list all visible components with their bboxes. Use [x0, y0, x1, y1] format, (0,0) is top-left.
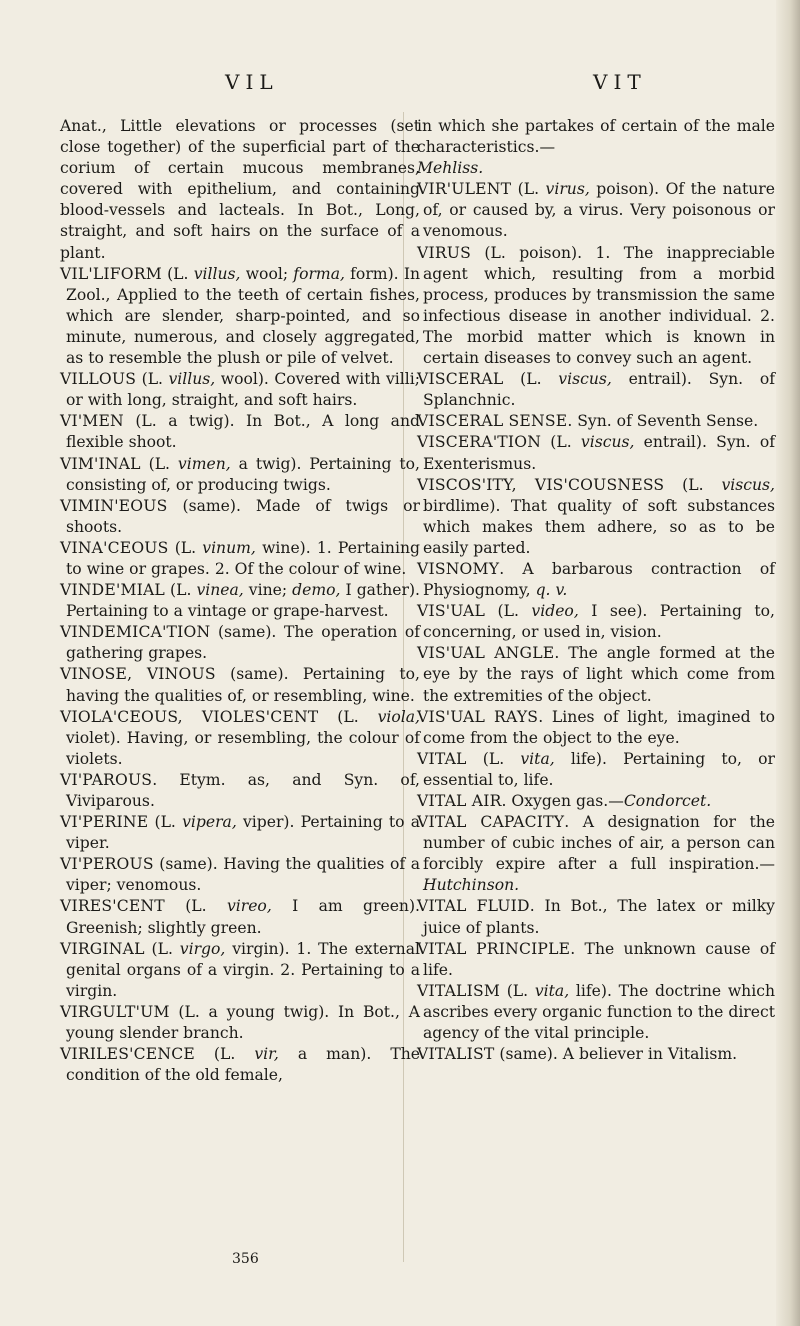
entry-text: (L.: [140, 454, 178, 473]
dictionary-entry: [60, 116, 420, 264]
right-column: [417, 116, 775, 1065]
entry-text: (L.: [164, 897, 227, 916]
dictionary-entry: [417, 601, 775, 643]
entry-etymon: vireo,: [226, 897, 272, 916]
entry-text: . In Bot., The latex or milky juice of plants.: [423, 897, 775, 937]
entry-text: (same). Made of twigs or shoots.: [66, 496, 420, 536]
entry-headword: VIRES'CENT: [60, 897, 165, 916]
entry-etymon: viola,: [377, 707, 420, 726]
entry-text: (L. a twig). In Bot., A long and flexible shoot.: [66, 412, 420, 452]
dictionary-entry: [417, 749, 775, 791]
entry-headword: VIMIN'EOUS: [60, 496, 168, 515]
entry-text: life). The doctrine which ascribes every organic function to the direct agency of the vital principle.: [423, 981, 775, 1043]
dictionary-entry: [60, 454, 420, 496]
entry-text: (L. a young twig). In Bot., A young slender branch.: [66, 1002, 420, 1043]
entry-text: I see). Pertaining to, concerning, or used in, vision.: [423, 602, 776, 642]
entry-text: wine). 1. Pertaining to wine or grapes. 2. Of the colour of wine.: [66, 538, 420, 578]
entry-text: (L.: [136, 370, 169, 389]
entry-headword: VISCOS'ITY, VIS'COUSNESS: [417, 475, 665, 494]
entry-etymon: video,: [531, 602, 579, 621]
dictionary-entry: [417, 707, 775, 749]
dictionary-entry: [60, 369, 420, 411]
entry-text: (L.: [168, 538, 203, 557]
entry-etymon: vinum,: [202, 538, 256, 557]
dictionary-entry: [417, 896, 775, 938]
entry-headword: VISCERAL: [417, 370, 504, 389]
entry-text: (L.: [466, 749, 521, 768]
entry-headword: VISNOMY: [417, 559, 500, 578]
entry-text: wool;: [240, 264, 294, 283]
entry-text: . Lines of light, imagined to come from the object to the eye.: [423, 707, 775, 747]
entry-headword: VI'PEROUS: [60, 855, 154, 874]
entry-headword: VITAL PRINCIPLE: [417, 939, 571, 958]
entry-etymon: villus,: [168, 370, 216, 389]
entry-text: (L.: [503, 370, 559, 389]
dictionary-entry: [60, 854, 420, 896]
entry-headword: VITAL: [417, 749, 467, 768]
entry-headword: VIS'UAL ANGLE: [417, 644, 555, 663]
dictionary-entry: [417, 643, 775, 706]
dictionary-entry: [417, 369, 775, 411]
page-number: 356: [232, 1251, 259, 1267]
dictionary-entry: [417, 812, 775, 896]
entry-text: (L.: [318, 707, 378, 726]
entry-headword: VINOSE, VINOUS: [60, 665, 216, 684]
dictionary-entry: [60, 896, 420, 938]
entry-headword: VIOLA'CEOUS, VIOLES'CENT: [60, 707, 319, 726]
dictionary-entry: [417, 559, 775, 601]
dictionary-entry: [60, 1002, 420, 1044]
entry-text: I gather). Pertaining to a vintage or grape-harvest.: [66, 581, 420, 621]
entry-text: in which she partakes of certain of the male characteristics.—: [417, 117, 775, 157]
left-column: [60, 116, 420, 1086]
entry-text: form). In Zool., Applied to the teeth of certain fishes, which are slender, sharp-pointed, and so minute, numerous, and closely aggregated, as to resemble the plush or pile of velvet.: [66, 264, 421, 368]
entry-text: entrail). Syn. of Splanchnic.: [423, 370, 776, 410]
dictionary-entry: [417, 1044, 775, 1065]
entry-text: life). Pertaining to, or essential to, life.: [423, 749, 775, 789]
dictionary-entry: [417, 475, 775, 559]
entry-text: (L.: [161, 264, 194, 283]
entry-etymon: vinea,: [196, 581, 244, 600]
dictionary-entry: [417, 179, 775, 242]
entry-etymon: vir,: [254, 1045, 279, 1064]
entry-text: poison). Of the nature of, or caused by, a virus. Very poisonous or venomous.: [423, 180, 775, 241]
entry-etymon: vimen,: [177, 454, 231, 473]
entry-text: (same). Pertaining to, having the qualities of, or resembling, wine.: [66, 665, 420, 705]
entry-text: . A designation for the number of cubic inches of air, a person can forcibly expire after a full inspiration.—: [423, 813, 775, 874]
entry-headword: VINDE'MIAL: [60, 581, 165, 600]
running-header-right: VIT: [593, 70, 647, 94]
dictionary-entry: [417, 243, 775, 370]
entry-text: (L.: [148, 813, 183, 832]
dictionary-entry: [60, 580, 420, 622]
entry-headword: VITAL CAPACITY: [417, 813, 565, 832]
entry-headword: VIL'LIFORM: [60, 264, 162, 283]
entry-headword: VIRUS: [417, 243, 471, 262]
dictionary-entry: [60, 707, 420, 770]
entry-headword: VITAL AIR: [417, 792, 502, 810]
dictionary-entry: [417, 432, 775, 474]
entry-etymon: Condorcet.: [623, 792, 712, 810]
page-edge-shadow: [776, 0, 800, 1326]
entry-text: birdlime). That quality of soft substances which makes them adhere, so as to be easily parted.: [423, 496, 775, 557]
entry-text: virgin). 1. The external genital organs of a virgin. 2. Pertaining to a virgin.: [66, 939, 421, 1000]
entry-text: (L.: [485, 602, 532, 621]
dictionary-entry: [60, 264, 420, 369]
entry-etymon: Hutchinson.: [423, 876, 520, 895]
entry-headword: VISCERAL SENSE: [417, 412, 568, 431]
entry-text: (L.: [164, 581, 197, 600]
dictionary-entry: [60, 622, 420, 664]
entry-text: viper). Pertaining to a viper.: [66, 813, 420, 853]
entry-text: . A barbarous contraction of Physiognomy,: [423, 559, 775, 600]
entry-text: violet). Having, or resembling, the colour of violets.: [66, 728, 420, 768]
entry-headword: VISCERA'TION: [417, 433, 542, 452]
dictionary-entry: [417, 411, 775, 432]
entry-etymon: viscus,: [580, 433, 635, 452]
entry-headword: VI'PAROUS: [60, 770, 153, 789]
entry-headword: VIR'ULENT: [417, 180, 512, 199]
entry-text: (same). The operation of gathering grapes.: [66, 623, 420, 663]
entry-text: (L.: [144, 939, 180, 958]
dictionary-entry: [60, 411, 420, 453]
entry-headword: VINDEMICA'TION: [60, 623, 211, 642]
entry-text: (L.: [194, 1045, 255, 1064]
entry-text: a twig). Pertaining to, consisting of, or producing twigs.: [66, 454, 420, 494]
dictionary-entry: [60, 496, 420, 538]
entry-text: . Etym. as, and Syn. of, Viviparous.: [66, 770, 420, 810]
dictionary-entry: [60, 939, 420, 1002]
entry-text: . Syn. of Seventh Sense.: [567, 412, 759, 431]
entry-text: (same). A believer in Vitalism.: [494, 1045, 738, 1064]
entry-headword: VI'MEN: [60, 412, 124, 431]
dictionary-entry: [60, 538, 420, 580]
entry-text: (L. poison). 1. The inappreciable agent which, resulting from a morbid process, produces by transmission the same infectious disease in another individual. 2. The morbid matter which is known in certain diseases to convey such an agent.: [423, 243, 775, 368]
entry-headword: VINA'CEOUS: [60, 538, 169, 557]
entry-headword: VIRILES'CENCE: [60, 1045, 195, 1064]
dictionary-entry: [417, 939, 775, 981]
entry-text: (same). Having the qualities of a viper; venomous.: [66, 855, 420, 895]
entry-text: Anat., Little elevations or processes (set close together) of the superficial part of the corium of certain mucous membranes, covered with epithelium, and containing blood-vessels and lacteals. In Bot., Long, straight, and soft hairs on the surface of a plant.: [60, 117, 420, 262]
entry-headword: VITALISM: [417, 981, 500, 1000]
entry-headword: VIM'INAL: [60, 454, 141, 473]
entry-headword: VILLOUS: [60, 370, 137, 389]
entry-etymon: virgo,: [179, 939, 226, 958]
entry-etymon: demo,: [292, 581, 341, 600]
dictionary-entry: [417, 791, 775, 812]
running-header-left: VIL: [225, 70, 279, 94]
dictionary-entry: [60, 812, 420, 854]
entry-text: (L.: [500, 981, 535, 1000]
dictionary-entry: [60, 770, 420, 812]
entry-headword: VI'PERINE: [60, 813, 149, 832]
entry-etymon: forma,: [293, 264, 345, 283]
entry-text: . The unknown cause of life.: [423, 939, 775, 979]
entry-etymon: vita,: [534, 981, 570, 1000]
entry-text: wool). Covered with villi; or with long, straight, and soft hairs.: [66, 370, 420, 410]
entry-etymon: q. v.: [535, 581, 568, 600]
dictionary-entry: [417, 116, 775, 179]
dictionary-entry: [60, 664, 420, 706]
entry-headword: VIS'UAL RAYS: [417, 707, 539, 726]
entry-etymon: villus,: [193, 264, 241, 283]
entry-text: . The angle formed at the eye by the rays of light which come from the extremities of the object.: [423, 644, 775, 705]
entry-headword: VIRGULT'UM: [60, 1002, 170, 1021]
entry-headword: VITALIST: [417, 1045, 495, 1064]
entry-text: (L.: [511, 180, 546, 199]
entry-text: . Oxygen gas.—: [501, 792, 624, 810]
entry-headword: VITAL FLUID: [417, 897, 530, 916]
entry-etymon: vita,: [520, 749, 555, 768]
entry-headword: VIS'UAL: [417, 602, 486, 621]
entry-text: (L.: [541, 433, 581, 452]
entry-text: entrail). Syn. of Exenterismus.: [423, 433, 776, 473]
entry-text: a man). The condition of the old female,: [66, 1045, 420, 1085]
entry-citation: Mehliss.: [417, 159, 484, 178]
entry-etymon: viscus,: [721, 475, 775, 494]
entry-etymon: viscus,: [558, 370, 612, 389]
entry-text: (L.: [664, 475, 722, 494]
entry-etymon: vipera,: [182, 813, 237, 832]
entry-headword: VIRGINAL: [60, 939, 145, 958]
entry-text: vine;: [243, 581, 293, 600]
entry-text: I am green). Greenish; slightly green.: [66, 897, 421, 937]
entry-etymon: virus,: [545, 180, 590, 199]
dictionary-entry: [417, 981, 775, 1044]
dictionary-entry: [60, 1044, 420, 1086]
